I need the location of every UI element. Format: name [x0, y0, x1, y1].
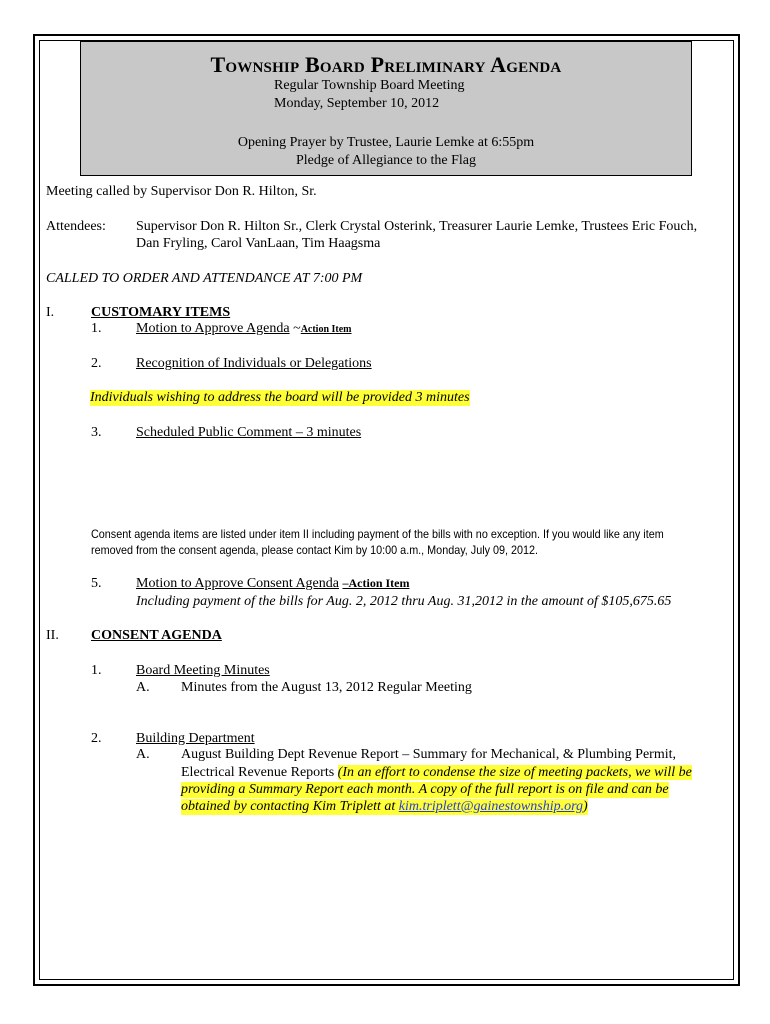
email-link[interactable]: kim.triplett@gainestownship.org: [398, 799, 584, 814]
meeting-date: Monday, September 10, 2012: [274, 96, 440, 111]
section-2-numeral: II.: [46, 628, 59, 643]
public-comment-item: Scheduled Public Comment – 3 minutes: [136, 425, 362, 440]
item-ii-2a-letter: A.: [136, 747, 150, 762]
opening-prayer: Opening Prayer by Trustee, Laurie Lemke at 6:55pm: [237, 135, 535, 150]
attendees-line-2: Dan Fryling, Carol VanLaan, Tim Haagsma: [136, 236, 381, 251]
public-comment-note: Individuals wishing to address the board will be provided 3 minutes: [90, 390, 470, 405]
pledge: Pledge of Allegiance to the Flag: [295, 153, 476, 168]
approve-consent-label: Motion to Approve Consent Agenda: [136, 576, 339, 591]
bills-payment-detail: Including payment of the bills for Aug. 2, 2012 thru Aug. 31,2012 in the amount of $105,675.65: [136, 594, 672, 609]
meeting-type: Regular Township Board Meeting: [274, 78, 465, 93]
attendees-line-1: Supervisor Don R. Hilton Sr., Clerk Crystal Osterink, Treasurer Laurie Lemke, Trustees Eric Fouch,: [136, 219, 698, 234]
page-title: Township Board Preliminary Agenda: [210, 52, 562, 77]
page-border-inner: [39, 40, 734, 980]
action-item-tag: Action Item: [300, 324, 352, 335]
item-5: [136, 576, 409, 592]
section-2-heading: CONSENT AGENDA: [91, 628, 222, 643]
item-2-number: 2.: [91, 356, 102, 371]
revenue-report-line-1: August Building Dept Revenue Report – Summary for Mechanical, & Plumbing Permit,: [181, 747, 676, 762]
item-1: [136, 321, 352, 337]
closing-paren: ): [583, 799, 588, 814]
action-item-tag-2: –Action Item: [342, 576, 410, 590]
item-ii-1a-letter: A.: [136, 680, 150, 695]
packet-note-start: (In an effort to condense the size of meeting packets, we will be: [337, 765, 692, 780]
revenue-report-line-2: [181, 765, 692, 781]
item-ii-2-number: 2.: [91, 731, 102, 746]
tilde: ~: [289, 321, 301, 336]
section-1-numeral: I.: [46, 305, 55, 320]
called-to-order: CALLED TO ORDER AND ATTENDANCE AT 7:00 PM: [46, 271, 363, 286]
contact-text: obtained by contacting Kim Triplett at: [181, 799, 399, 814]
attendees-label: Attendees:: [46, 219, 106, 234]
item-1-number: 1.: [91, 321, 102, 336]
packet-note-middle: providing a Summary Report each month. A copy of the full report is on file and can be: [181, 782, 669, 797]
meeting-called-by: Meeting called by Supervisor Don R. Hilton, Sr.: [46, 184, 317, 199]
agenda-header: [80, 41, 692, 176]
consent-note-line-2: removed from the consent agenda, please contact Kim by 10:00 a.m., Monday, July 09, 2012.: [91, 543, 539, 557]
approve-agenda-label: Motion to Approve Agenda: [136, 321, 290, 336]
item-5-number: 5.: [91, 576, 102, 591]
building-dept-item: Building Department: [136, 731, 255, 746]
consent-note-line-1: Consent agenda items are listed under item II including payment of the bills with no exception. If you would like any item: [91, 527, 664, 541]
minutes-subitem: Minutes from the August 13, 2012 Regular Meeting: [181, 680, 472, 695]
revenue-report-text: Electrical Revenue Reports: [181, 765, 338, 780]
recognition-item: Recognition of Individuals or Delegations: [136, 356, 372, 371]
packet-note-end: [181, 799, 588, 815]
item-3-number: 3.: [91, 425, 102, 440]
item-ii-1-number: 1.: [91, 663, 102, 678]
board-minutes-item: Board Meeting Minutes: [136, 663, 270, 678]
section-1-heading: CUSTOMARY ITEMS: [91, 305, 231, 320]
